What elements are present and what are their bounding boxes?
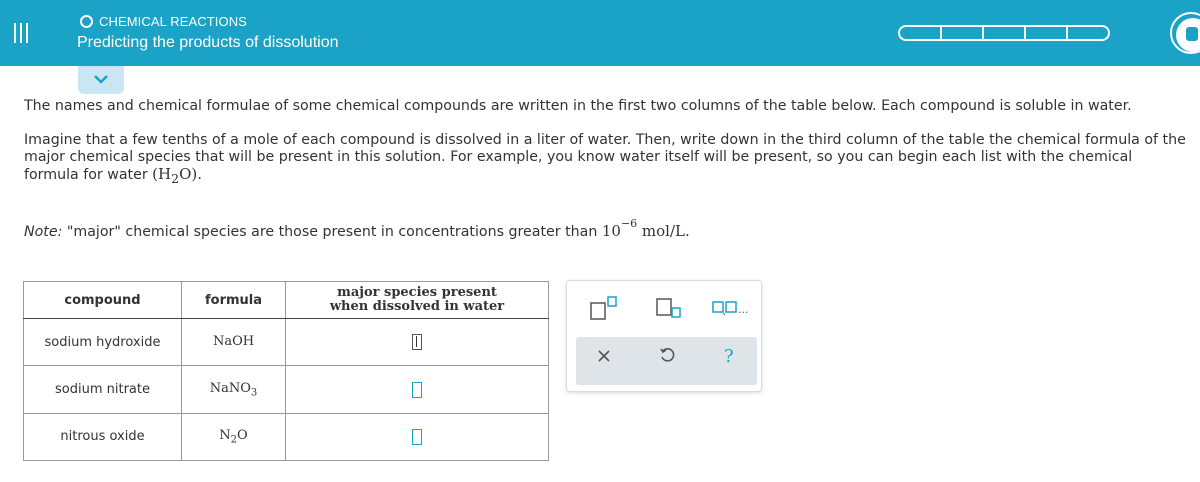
compounds-table (23, 281, 549, 461)
compound-formula: NaOH (182, 319, 286, 366)
answer-input[interactable] (412, 382, 422, 398)
undo-icon[interactable] (659, 347, 675, 368)
header-compound: compound (24, 282, 182, 319)
table-row (24, 319, 549, 366)
table-row (24, 413, 549, 460)
chevron-down-icon (93, 74, 109, 84)
table-header-row (24, 282, 549, 319)
answer-cell[interactable] (286, 366, 549, 413)
list-icon[interactable] (712, 298, 749, 316)
answer-input[interactable] (412, 429, 422, 445)
progress-bar (898, 25, 1110, 41)
compound-name: sodium hydroxide (24, 319, 182, 366)
list-ellipsis: ... (738, 303, 749, 316)
header-bar (0, 0, 1200, 66)
collapse-toggle[interactable] (78, 66, 124, 94)
palette-actions (576, 337, 757, 385)
header-formula: formula (182, 282, 286, 319)
note-label: Note: (24, 224, 63, 240)
instructions-paragraph-1: The names and chemical formulae of some chemical compounds are written in the first two columns of the table below. Each compound is soluble in water. (24, 98, 1132, 114)
instructions-paragraph-2 (24, 132, 1189, 187)
concentration-threshold: $10^{-6}$ mol/L. (601, 217, 690, 240)
compound-name: sodium nitrate (24, 366, 182, 413)
avatar[interactable] (1170, 12, 1200, 54)
topic-label: CHEMICAL REACTIONS (99, 14, 247, 29)
subscript-icon[interactable] (653, 295, 689, 321)
table-row (24, 366, 549, 413)
compound-name: nitrous oxide (24, 413, 182, 460)
header-major-species: major species present when dissolved in water (286, 282, 549, 319)
help-button[interactable]: ? (724, 346, 734, 367)
compound-formula: NaNO$_3$ (182, 366, 286, 413)
answer-input[interactable] (412, 334, 422, 350)
note (24, 217, 690, 240)
instructions-text: Imagine that a few tenths of a mole of each compound is dissolved in a liter of water. Then, write down in the third column of the table the chemical formula of the major chemical species that will be present in this solution. For example, you know water itself will be present, so you can begin each list with the chemical formula for water (24, 132, 1186, 183)
topic-status-icon (80, 15, 93, 28)
superscript-icon[interactable] (589, 295, 625, 321)
answer-cell[interactable] (286, 413, 549, 460)
menu-icon[interactable] (9, 22, 27, 44)
topic-row (80, 14, 247, 29)
clear-icon[interactable] (597, 348, 611, 368)
compound-formula: $N_2O$ (182, 413, 286, 460)
math-palette (566, 280, 762, 392)
water-formula: $(H_2O)$. (152, 165, 202, 186)
note-text: "major" chemical species are those present in concentrations greater than (62, 224, 602, 240)
answer-cell[interactable] (286, 319, 549, 366)
page-title: Predicting the products of dissolution (77, 34, 339, 51)
